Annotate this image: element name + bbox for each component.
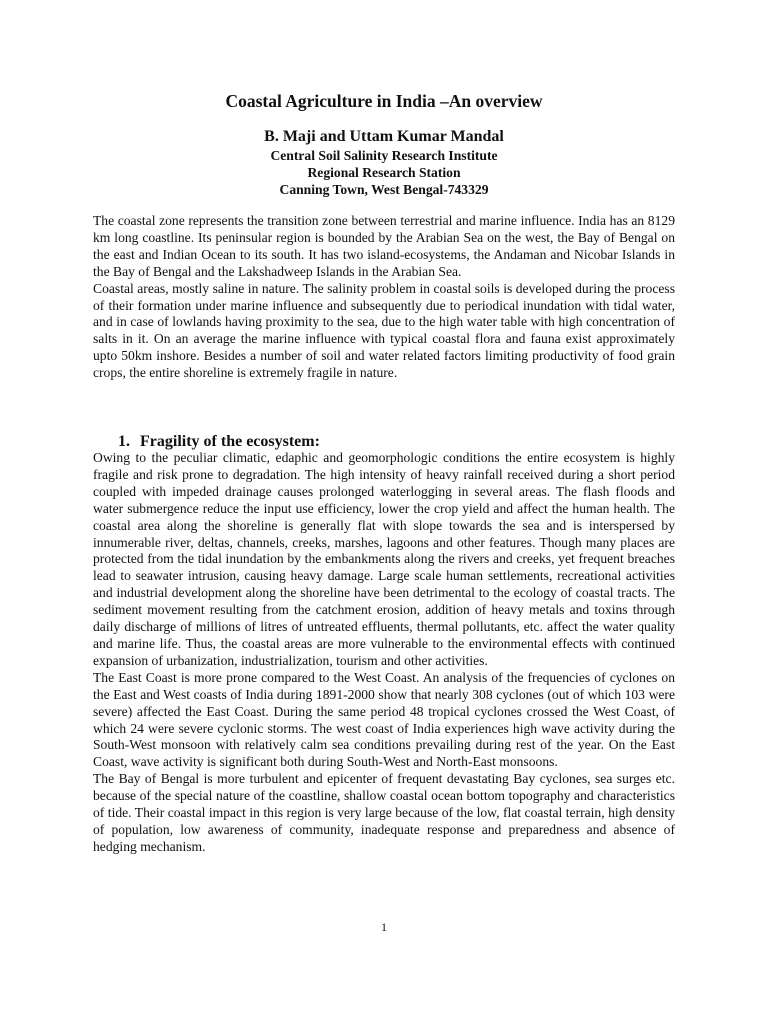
intro-section xyxy=(93,213,675,382)
intro-paragraph: Coastal areas, mostly saline in nature. The salinity problem in coastal soils is developed during the process of their formation under marine influence and subsequently due to periodical inundation with tidal water, and in case of lowlands having proximity to the sea, due to the high water table with high concentration of salts in it. On an average the marine influence with typical coastal flora and fauna exist approximately upto 50km inshore. Besides a number of soil and water related factors limiting productivity of food grain crops, the entire shoreline is extremely fragile in nature. xyxy=(93,280,675,381)
section-paragraph: Owing to the peculiar climatic, edaphic and geomorphologic conditions the entire ecosystem is highly fragile and risk prone to degradation. The high intensity of heavy rainfall received during a short period coupled with impeded drainage causes prolonged waterlogging in several areas. The flash floods and water submergence reduce the input use efficiency, lower the crop yield and affect the human health. The coastal area along the shoreline is generally flat with slope towards the sea and is interspersed by innumerable river, deltas, channels, creeks, marshes, lagoons and other features. Though many places are protected from the tidal inundation by the embankments along the rivers and creeks, yet frequent breaches lead to seawater intrusion, causing heavy damage. Large scale human settlements, recreational activities and industrial development along the shoreline have been detrimental to the ecology of coastal tracts. The sediment movement resulting from the catchment erosion, addition of heavy metals and toxins through daily discharge of millions of litres of untreated effluents, thermal pollutants, etc. affect the water quality and marine life. Thus, the coastal areas are more vulnerable to the environmental effects with continued expansion of urbanization, industrialization, tourism and other activities. xyxy=(93,450,675,668)
affiliation-institute: Central Soil Salinity Research Institute xyxy=(270,148,498,163)
section-paragraph: The East Coast is more prone compared to the West Coast. An analysis of the frequencies of cyclones on the East and West coasts of India during 1891-2000 show that nearly 308 cyclones (out of which 103 were severe) affected the East Coast. During the same period 48 tropical cyclones crossed the West Coast, of which 24 were severe cyclonic storms. The west coast of India experiences high wave activity during the South-West monsoon with relatively calm sea conditions prevailing during rest of the year. On the East Coast, wave activity is significant both during South-West and North-East monsoons. xyxy=(93,669,675,770)
affiliation-station: Regional Research Station xyxy=(307,165,461,180)
section-number: 1. xyxy=(118,433,130,450)
intro-paragraph: The coastal zone represents the transition zone between terrestrial and marine influence. India has an 8129 km long coastline. Its peninsular region is bounded by the Arabian Sea on the west, the Bay of Bengal on the east and Indian Ocean to its south. It has two island-ecosystems, the Andaman and Nicobar Islands in the Bay of Bengal and the Lakshadweep Islands in the Arabian Sea. xyxy=(93,213,675,279)
paper-authors: B. Maji and Uttam Kumar Mandal xyxy=(264,128,504,145)
section-body xyxy=(93,450,675,856)
affiliation-address: Canning Town, West Bengal-743329 xyxy=(279,182,489,197)
section-title: Fragility of the ecosystem: xyxy=(140,433,320,450)
page-number: 1 xyxy=(381,920,387,934)
paper-title: Coastal Agriculture in India –An overview xyxy=(225,91,543,111)
section-paragraph: The Bay of Bengal is more turbulent and epicenter of frequent devastating Bay cyclones, sea surges etc. because of the special nature of the coastline, shallow coastal ocean bottom topography and characteristics of tide. Their coastal impact in this region is very large because of the low, flat coastal terrain, high density of population, low awareness of community, inadequate response and preparedness and absence of hedging mechanism. xyxy=(93,771,675,854)
section-heading xyxy=(118,432,320,452)
